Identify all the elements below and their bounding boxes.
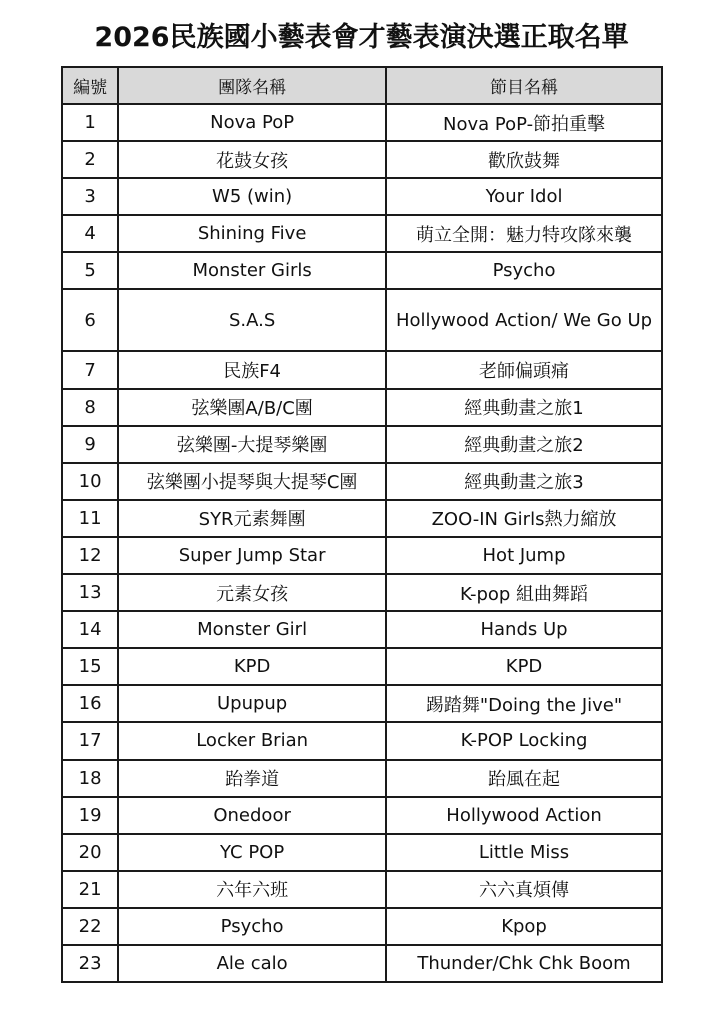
row-number: 7 xyxy=(62,351,118,388)
row-number: 13 xyxy=(62,574,118,611)
table-row xyxy=(62,574,662,611)
table-row xyxy=(62,389,662,426)
team-name: Monster Girls xyxy=(118,252,386,289)
team-name: 弦樂團-大提琴樂團 xyxy=(118,426,386,463)
table-row xyxy=(62,648,662,685)
team-name: 花鼓女孩 xyxy=(118,141,386,178)
program-name: 老師偏頭痛 xyxy=(386,351,662,388)
table-header-row xyxy=(62,67,662,104)
team-name: 弦樂團A/B/C團 xyxy=(118,389,386,426)
table-row xyxy=(62,537,662,574)
table-row xyxy=(62,908,662,945)
table-row xyxy=(62,252,662,289)
team-name: Onedoor xyxy=(118,797,386,834)
row-number: 19 xyxy=(62,797,118,834)
program-name: Thunder/Chk Chk Boom xyxy=(386,945,662,982)
team-name: Locker Brian xyxy=(118,722,386,759)
table-row xyxy=(62,834,662,871)
team-name: Upupup xyxy=(118,685,386,722)
table-row xyxy=(62,178,662,215)
program-name: Little Miss xyxy=(386,834,662,871)
program-name: 經典動畫之旅1 xyxy=(386,389,662,426)
program-name: K-pop 組曲舞蹈 xyxy=(386,574,662,611)
program-name: Hot Jump xyxy=(386,537,662,574)
team-name: Super Jump Star xyxy=(118,537,386,574)
roster-table xyxy=(61,66,663,983)
row-number: 15 xyxy=(62,648,118,685)
table-row xyxy=(62,871,662,908)
program-name: Nova PoP-節拍重擊 xyxy=(386,104,662,141)
table-row xyxy=(62,797,662,834)
table-row xyxy=(62,685,662,722)
table-row xyxy=(62,141,662,178)
row-number: 11 xyxy=(62,500,118,537)
row-number: 22 xyxy=(62,908,118,945)
table-row xyxy=(62,215,662,252)
table-row xyxy=(62,463,662,500)
header-program-name: 節目名稱 xyxy=(386,67,662,104)
row-number: 23 xyxy=(62,945,118,982)
program-name: KPD xyxy=(386,648,662,685)
row-number: 16 xyxy=(62,685,118,722)
program-name: Hollywood Action xyxy=(386,797,662,834)
table-row xyxy=(62,104,662,141)
team-name: Monster Girl xyxy=(118,611,386,648)
team-name: 弦樂團小提琴與大提琴C團 xyxy=(118,463,386,500)
team-name: 民族F4 xyxy=(118,351,386,388)
row-number: 18 xyxy=(62,760,118,797)
program-name: Psycho xyxy=(386,252,662,289)
row-number: 10 xyxy=(62,463,118,500)
team-name: YC POP xyxy=(118,834,386,871)
table-row xyxy=(62,351,662,388)
program-name: Your Idol xyxy=(386,178,662,215)
table-row xyxy=(62,945,662,982)
program-name: Hands Up xyxy=(386,611,662,648)
row-number: 8 xyxy=(62,389,118,426)
row-number: 14 xyxy=(62,611,118,648)
row-number: 20 xyxy=(62,834,118,871)
team-name: Ale calo xyxy=(118,945,386,982)
header-team-name: 團隊名稱 xyxy=(118,67,386,104)
program-name: ZOO-IN Girls熱力縮放 xyxy=(386,500,662,537)
program-name: K-POP Locking xyxy=(386,722,662,759)
row-number: 9 xyxy=(62,426,118,463)
table-body xyxy=(62,104,662,982)
row-number: 12 xyxy=(62,537,118,574)
row-number: 6 xyxy=(62,289,118,351)
row-number: 4 xyxy=(62,215,118,252)
team-name: 六年六班 xyxy=(118,871,386,908)
team-name: S.A.S xyxy=(118,289,386,351)
program-name: Kpop xyxy=(386,908,662,945)
team-name: Shining Five xyxy=(118,215,386,252)
program-name: Hollywood Action/ We Go Up xyxy=(386,289,662,351)
table-row xyxy=(62,426,662,463)
row-number: 21 xyxy=(62,871,118,908)
table-row xyxy=(62,500,662,537)
header-number: 編號 xyxy=(62,67,118,104)
program-name: 經典動畫之旅3 xyxy=(386,463,662,500)
team-name: Nova PoP xyxy=(118,104,386,141)
team-name: 元素女孩 xyxy=(118,574,386,611)
program-name: 六六真煩傳 xyxy=(386,871,662,908)
row-number: 1 xyxy=(62,104,118,141)
table-row xyxy=(62,722,662,759)
table-row xyxy=(62,611,662,648)
program-name: 萌立全開：魅力特攻隊來襲 xyxy=(386,215,662,252)
row-number: 3 xyxy=(62,178,118,215)
program-name: 經典動畫之旅2 xyxy=(386,426,662,463)
team-name: Psycho xyxy=(118,908,386,945)
table-row xyxy=(62,760,662,797)
program-name: 踢踏舞"Doing the Jive" xyxy=(386,685,662,722)
table-row xyxy=(62,289,662,351)
row-number: 17 xyxy=(62,722,118,759)
program-name: 歡欣鼓舞 xyxy=(386,141,662,178)
team-name: 跆拳道 xyxy=(118,760,386,797)
row-number: 2 xyxy=(62,141,118,178)
team-name: W5 (win) xyxy=(118,178,386,215)
program-name: 跆風在起 xyxy=(386,760,662,797)
row-number: 5 xyxy=(62,252,118,289)
team-name: SYR元素舞團 xyxy=(118,500,386,537)
page-title: 2026民族國小藝表會才藝表演決選正取名單 xyxy=(94,22,629,53)
team-name: KPD xyxy=(118,648,386,685)
